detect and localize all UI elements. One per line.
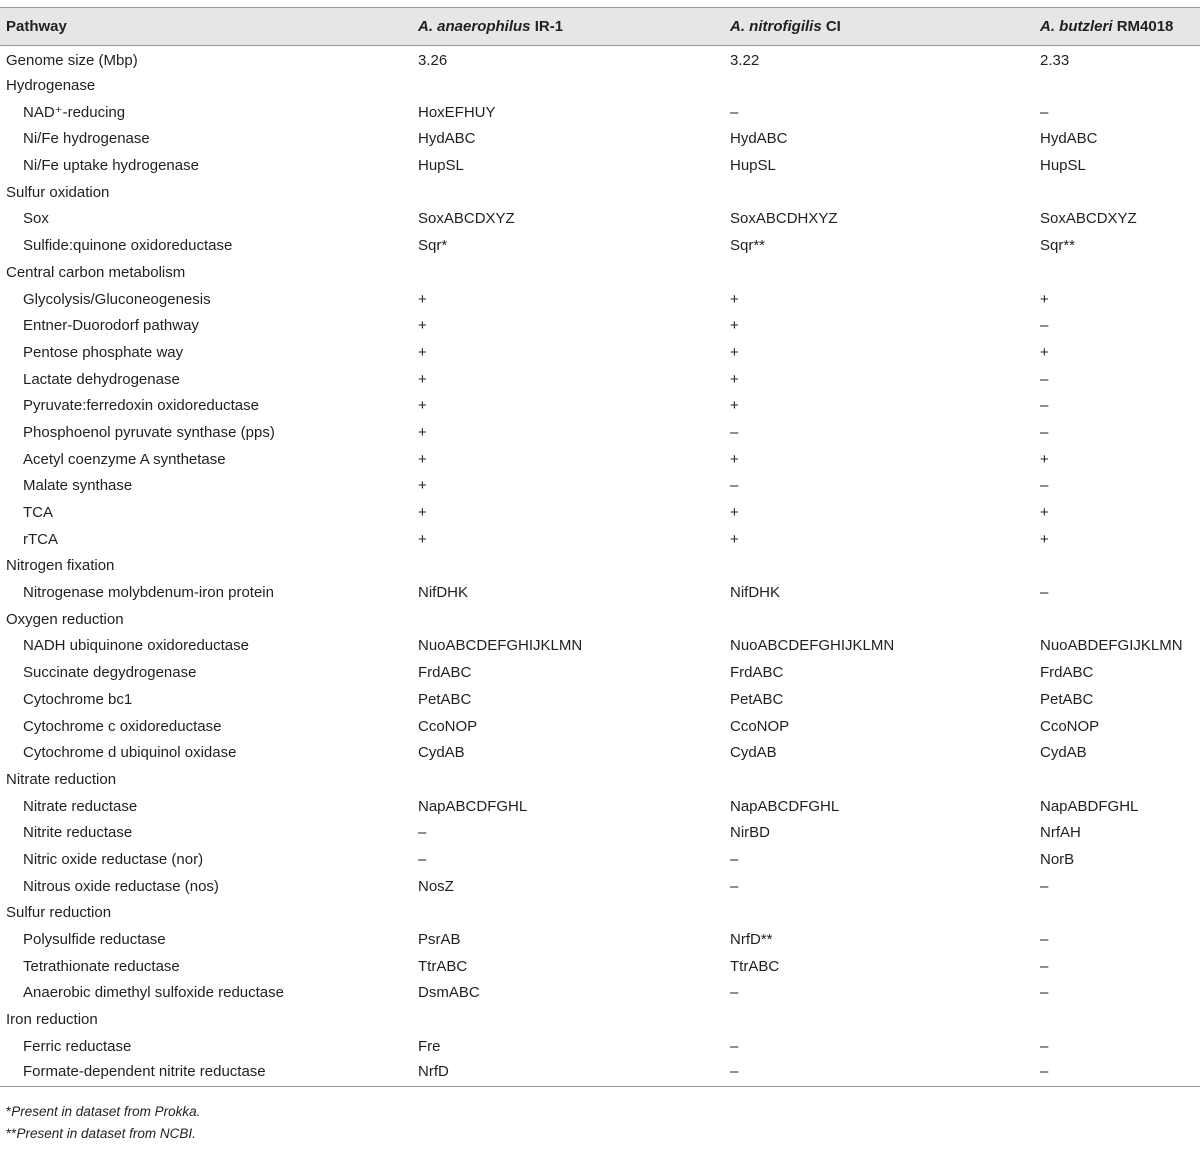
value-cell [728, 766, 1034, 793]
pathway-label: Sulfide:quinone oxidoreductase [23, 237, 233, 255]
table-row [0, 499, 1200, 526]
pathway-label: Genome size (Mbp) [6, 52, 138, 70]
pathway-label: Formate-dependent nitrite reductase [0, 1060, 416, 1087]
value-cell: + [418, 343, 427, 361]
value-cell: NirBD [730, 824, 770, 842]
value-cell [1034, 766, 1200, 793]
footnote-prokka [6, 1104, 200, 1119]
table-row [0, 232, 1200, 259]
value-cell: + [730, 290, 739, 308]
value-cell [728, 179, 1034, 206]
value-cell: HydABC [1040, 130, 1098, 148]
value-cell: SoxABCDXYZ [1040, 210, 1137, 228]
header-species: A. butzleri [1040, 18, 1113, 35]
pathway-label: Nitrate reductase [23, 797, 138, 815]
header-strain: RM4018 [1116, 18, 1174, 35]
value-cell: – [1040, 931, 1049, 949]
value-cell [416, 553, 728, 580]
table-row [0, 419, 1200, 446]
value-cell: + [418, 370, 427, 388]
pathway-label: Phosphoenol pyruvate synthase (pps) [23, 423, 275, 441]
table-row [0, 793, 1200, 820]
table-row [0, 819, 1200, 846]
value-cell: CcoNOP [730, 717, 790, 735]
value-cell: NosZ [418, 877, 454, 895]
table-row [0, 259, 1200, 286]
table-row [0, 152, 1200, 179]
table-row [0, 686, 1200, 713]
value-cell: NrfD** [730, 931, 773, 949]
value-cell: NrfD [416, 1060, 728, 1087]
value-cell: TtrABC [730, 957, 780, 975]
pathway-label: Cytochrome c oxidoreductase [23, 717, 222, 735]
value-cell: + [730, 317, 739, 335]
pathway-label: Ni/Fe hydrogenase [23, 130, 150, 148]
pathway-label: Nitrogenase molybdenum-iron protein [23, 584, 274, 602]
pathway-table [0, 7, 1200, 1087]
value-cell: – [730, 984, 739, 1002]
value-cell: HupSL [730, 157, 776, 175]
value-cell: NapABDFGHL [1040, 797, 1139, 815]
value-cell: – [730, 850, 739, 868]
footnote-text: Present in dataset from Prokka. [11, 1104, 201, 1119]
value-cell [1034, 259, 1200, 286]
value-cell: + [418, 317, 427, 335]
table-row [0, 1060, 1200, 1087]
value-cell: – [1034, 1060, 1200, 1087]
value-cell: NapABCDFGHL [730, 797, 840, 815]
value-cell: – [1040, 103, 1049, 121]
value-cell: – [1040, 984, 1049, 1002]
pathway-label: Anaerobic dimethyl sulfoxide reductase [23, 984, 284, 1002]
value-cell: CydAB [730, 744, 777, 762]
value-cell: – [1040, 317, 1049, 335]
value-cell: + [418, 397, 427, 415]
value-cell: NuoABDEFGIJKLMN [1040, 637, 1183, 655]
value-cell: – [1040, 370, 1049, 388]
value-cell [416, 179, 728, 206]
value-cell: NuoABCDEFGHIJKLMN [418, 637, 583, 655]
table-row [0, 1033, 1200, 1060]
value-cell: CcoNOP [418, 717, 478, 735]
pathway-label: Cytochrome d ubiquinol oxidase [23, 744, 237, 762]
table-row [0, 179, 1200, 206]
value-cell [1034, 606, 1200, 633]
table-row [0, 953, 1200, 980]
value-cell: + [1040, 450, 1049, 468]
pathway-label: Nitrogen fixation [6, 557, 115, 575]
value-cell: – [730, 477, 739, 495]
value-cell: – [730, 423, 739, 441]
value-cell: + [418, 423, 427, 441]
value-cell: HoxEFHUY [418, 103, 496, 121]
pathway-label: Entner-Duorodorf pathway [23, 317, 199, 335]
value-cell: Fre [418, 1037, 441, 1055]
table-row [0, 659, 1200, 686]
value-cell: NifDHK [730, 584, 781, 602]
table-row [0, 392, 1200, 419]
value-cell: + [418, 504, 427, 522]
value-cell: SoxABCDXYZ [418, 210, 515, 228]
value-cell: PetABC [730, 690, 784, 708]
table-row [0, 126, 1200, 153]
value-cell: – [728, 1060, 1034, 1087]
pathway-label: Sox [23, 210, 49, 228]
table-row [0, 366, 1200, 393]
header-a-anaerophilus [416, 8, 728, 46]
value-cell: – [1040, 397, 1049, 415]
pathway-label: Lactate dehydrogenase [23, 370, 180, 388]
value-cell [416, 1006, 728, 1033]
footnote-text: Present in dataset from NCBI. [16, 1126, 196, 1141]
table-row [0, 873, 1200, 900]
value-cell: – [418, 824, 427, 842]
value-cell [728, 553, 1034, 580]
value-cell [728, 259, 1034, 286]
pathway-label: Glycolysis/Gluconeogenesis [23, 290, 211, 308]
table-row [0, 846, 1200, 873]
value-cell: – [730, 877, 739, 895]
value-cell: – [1040, 1037, 1049, 1055]
value-cell [1034, 179, 1200, 206]
value-cell: + [730, 450, 739, 468]
value-cell: NifDHK [418, 584, 469, 602]
table-row [0, 766, 1200, 793]
value-cell [728, 72, 1034, 99]
value-cell [416, 72, 728, 99]
header-species: A. nitrofigilis [730, 18, 822, 35]
value-cell [1034, 72, 1200, 99]
header-row [0, 8, 1200, 46]
table-row [0, 206, 1200, 233]
value-cell: PsrAB [418, 931, 461, 949]
value-cell: NorB [1040, 850, 1075, 868]
value-cell [1034, 900, 1200, 927]
table-row [0, 553, 1200, 580]
table-row [0, 739, 1200, 766]
pathway-label: Iron reduction [6, 1011, 98, 1029]
value-cell: CcoNOP [1040, 717, 1100, 735]
pathway-label: Malate synthase [23, 477, 133, 495]
value-cell: + [730, 530, 739, 548]
table-row [0, 579, 1200, 606]
value-cell: – [1040, 423, 1049, 441]
value-cell: HydABC [418, 130, 476, 148]
value-cell: CydAB [418, 744, 465, 762]
header-strain: CI [825, 18, 841, 35]
value-cell: DsmABC [418, 984, 480, 1002]
table-row [0, 1006, 1200, 1033]
pathway-label: rTCA [23, 530, 58, 548]
header-pathway: Pathway [0, 8, 416, 46]
table-row [0, 46, 1200, 73]
value-cell [416, 606, 728, 633]
value-cell [416, 259, 728, 286]
value-cell: + [418, 477, 427, 495]
table-row [0, 473, 1200, 500]
value-cell [1034, 1006, 1200, 1033]
value-cell: – [730, 103, 739, 121]
table-row [0, 900, 1200, 927]
header-species: A. anaerophilus [418, 18, 531, 35]
value-cell [416, 900, 728, 927]
value-cell: + [418, 290, 427, 308]
pathway-label: Pyruvate:ferredoxin oxidoreductase [23, 397, 259, 415]
value-cell [728, 900, 1034, 927]
value-cell: – [1040, 584, 1049, 602]
value-cell: PetABC [1040, 690, 1094, 708]
value-cell: HupSL [1040, 157, 1086, 175]
pathway-label: TCA [23, 504, 53, 522]
value-cell: FrdABC [418, 664, 472, 682]
value-cell: + [1040, 504, 1049, 522]
pathway-label: Acetyl coenzyme A synthetase [23, 450, 226, 468]
pathway-label: Nitrite reductase [23, 824, 133, 842]
table-row [0, 980, 1200, 1007]
pathway-label: NAD⁺-reducing [23, 104, 126, 122]
pathway-label: Hydrogenase [6, 77, 96, 95]
pathway-label: Tetrathionate reductase [23, 957, 180, 975]
value-cell: NuoABCDEFGHIJKLMN [730, 637, 895, 655]
table-row [0, 713, 1200, 740]
pathway-label: Cytochrome bc1 [23, 690, 133, 708]
footnote-ncbi [6, 1126, 196, 1141]
table-row [0, 606, 1200, 633]
value-cell: NrfAH [1040, 824, 1081, 842]
pathway-label: Sulfur oxidation [6, 183, 110, 201]
pathway-label: Nitric oxide reductase (nor) [23, 850, 204, 868]
pathway-label: Succinate degydrogenase [23, 664, 197, 682]
value-cell [728, 606, 1034, 633]
table-row [0, 526, 1200, 553]
pathway-label: Ferric reductase [23, 1037, 132, 1055]
value-cell [416, 766, 728, 793]
pathway-label: Central carbon metabolism [6, 263, 186, 281]
value-cell: – [1040, 477, 1049, 495]
table-row [0, 339, 1200, 366]
pathway-label: Nitrate reduction [6, 770, 117, 788]
table-row [0, 926, 1200, 953]
value-cell: + [418, 450, 427, 468]
footnote-mark: * [6, 1104, 12, 1119]
table-row [0, 312, 1200, 339]
value-cell: – [1040, 877, 1049, 895]
footnote-mark: ** [6, 1126, 17, 1141]
value-cell: HupSL [418, 157, 464, 175]
value-cell: Sqr** [1040, 237, 1076, 255]
value-cell: + [730, 343, 739, 361]
pathway-label: Ni/Fe uptake hydrogenase [23, 157, 199, 175]
table-row [0, 633, 1200, 660]
value-cell: 3.22 [730, 52, 760, 70]
value-cell: TtrABC [418, 957, 468, 975]
value-cell: + [1040, 290, 1049, 308]
value-cell: PetABC [418, 690, 472, 708]
pathway-label: Sulfur reduction [6, 904, 112, 922]
value-cell: + [730, 397, 739, 415]
value-cell: FrdABC [1040, 664, 1094, 682]
pathway-label: Polysulfide reductase [23, 931, 166, 949]
value-cell: Sqr** [730, 237, 766, 255]
value-cell: + [730, 504, 739, 522]
value-cell: + [418, 530, 427, 548]
value-cell: SoxABCDHXYZ [730, 210, 838, 228]
value-cell: CydAB [1040, 744, 1087, 762]
table-row [0, 72, 1200, 99]
table-row [0, 446, 1200, 473]
value-cell: NapABCDFGHL [418, 797, 528, 815]
value-cell: + [1040, 343, 1049, 361]
value-cell: – [418, 850, 427, 868]
table-row [0, 99, 1200, 126]
value-cell [1034, 553, 1200, 580]
pathway-label: Pentose phosphate way [23, 343, 184, 361]
pathway-label: NADH ubiquinone oxidoreductase [23, 637, 249, 655]
value-cell: 2.33 [1040, 52, 1070, 70]
value-cell: HydABC [730, 130, 788, 148]
table-body [0, 46, 1200, 1087]
header-a-butzleri [1034, 8, 1200, 46]
header-strain: IR-1 [534, 18, 564, 35]
pathway-label: Oxygen reduction [6, 610, 124, 628]
value-cell: FrdABC [730, 664, 784, 682]
value-cell: + [730, 370, 739, 388]
value-cell: 3.26 [418, 52, 448, 70]
table-header [0, 8, 1200, 46]
value-cell: Sqr* [418, 237, 448, 255]
value-cell [728, 1006, 1034, 1033]
pathway-label: Nitrous oxide reductase (nos) [23, 877, 219, 895]
value-cell: – [1040, 957, 1049, 975]
header-a-nitrofigilis [728, 8, 1034, 46]
value-cell: – [730, 1037, 739, 1055]
table-row [0, 286, 1200, 313]
value-cell: + [1040, 530, 1049, 548]
